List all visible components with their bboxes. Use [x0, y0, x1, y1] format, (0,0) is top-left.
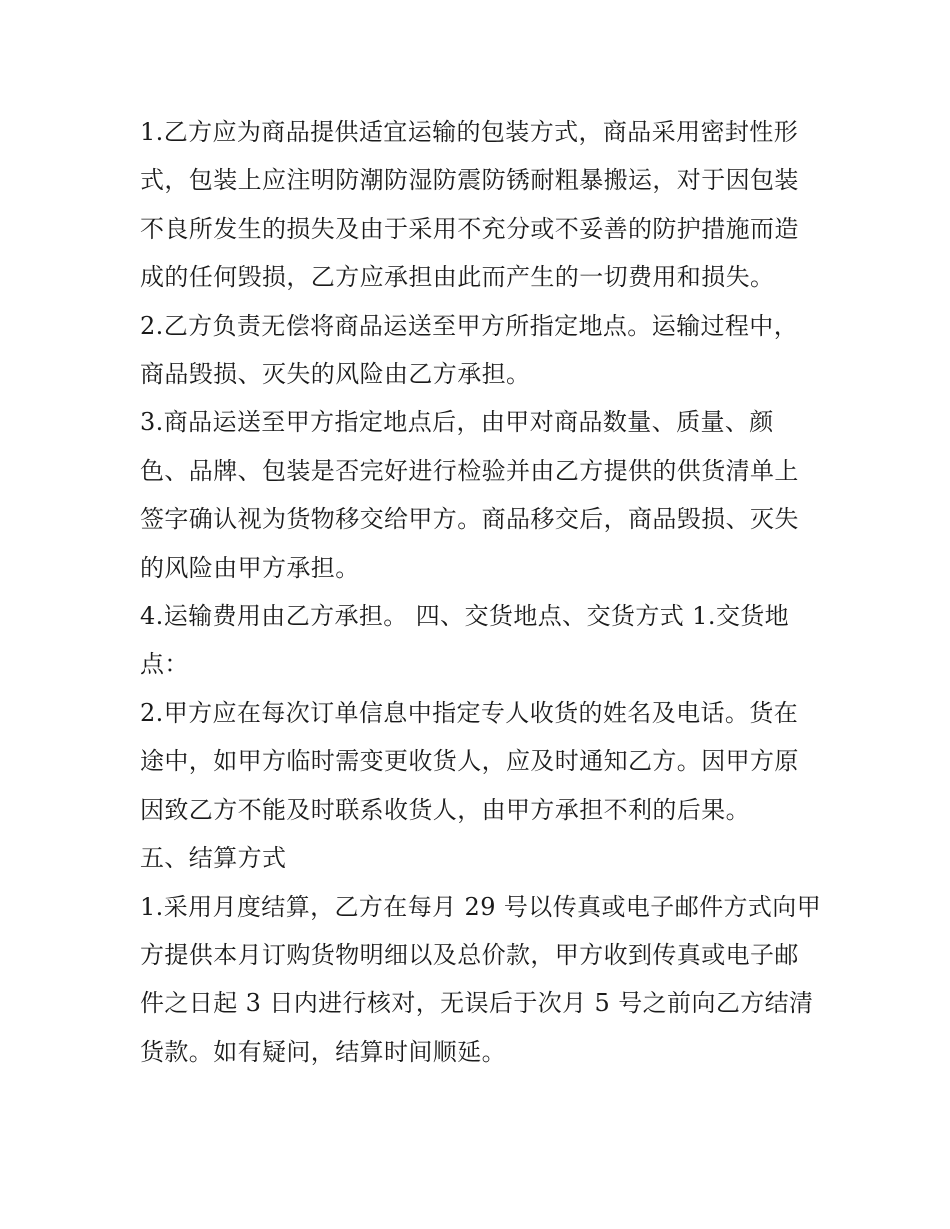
text-line: 1.乙方应为商品提供适宜运输的包装方式，商品采用密封性形: [140, 118, 799, 146]
text-line: 2.甲方应在每次订单信息中指定专人收货的姓名及电话。货在: [140, 698, 799, 727]
text-line: 的风险由甲方承担。: [140, 553, 360, 582]
text-line: 方提供本月订购货物明细以及总价款，甲方收到传真或电子邮: [140, 940, 799, 969]
text-line: 成的任何毁损，乙方应承担由此而产生的一切费用和损失。: [140, 263, 775, 292]
text-line: 货款。如有疑问，结算时间顺延。: [140, 1037, 506, 1066]
text-line: 因致乙方不能及时联系收货人，由甲方承担不利的后果。: [140, 795, 750, 824]
text-line: 3.商品运送至甲方指定地点后，由甲对商品数量、质量、颜: [140, 408, 774, 437]
text-line: 不良所发生的损失及由于采用不充分或不妥善的防护措施而造: [140, 214, 799, 243]
text-line: 件之日起 3 日内进行核对，无误后于次月 5 号之前向乙方结清: [140, 989, 814, 1018]
text-line: 色、品牌、包装是否完好进行检验并由乙方提供的供货清单上: [140, 456, 799, 485]
section-heading: 五、结算方式: [140, 844, 287, 873]
text-line: 1.采用月度结算，乙方在每月 29 号以传真或电子邮件方式向甲: [140, 892, 822, 921]
text-line: 2.乙方负责无偿将商品运送至甲方所指定地点。运输过程中，: [140, 311, 799, 340]
text-line: 点：: [140, 650, 189, 679]
text-line: 途中，如甲方临时需变更收货人，应及时通知乙方。因甲方原: [140, 747, 799, 776]
text-line: 4.运输费用由乙方承担。 四、交货地点、交货方式 1.交货地: [140, 602, 790, 631]
text-line: 签字确认视为货物移交给甲方。商品移交后，商品毁损、灭失: [140, 505, 799, 534]
text-line: 商品毁损、灭失的风险由乙方承担。: [140, 360, 531, 389]
text-line: 式，包装上应注明防潮防湿防震防锈耐粗暴搬运，对于因包装: [140, 166, 799, 195]
document-body: [140, 108, 820, 1076]
